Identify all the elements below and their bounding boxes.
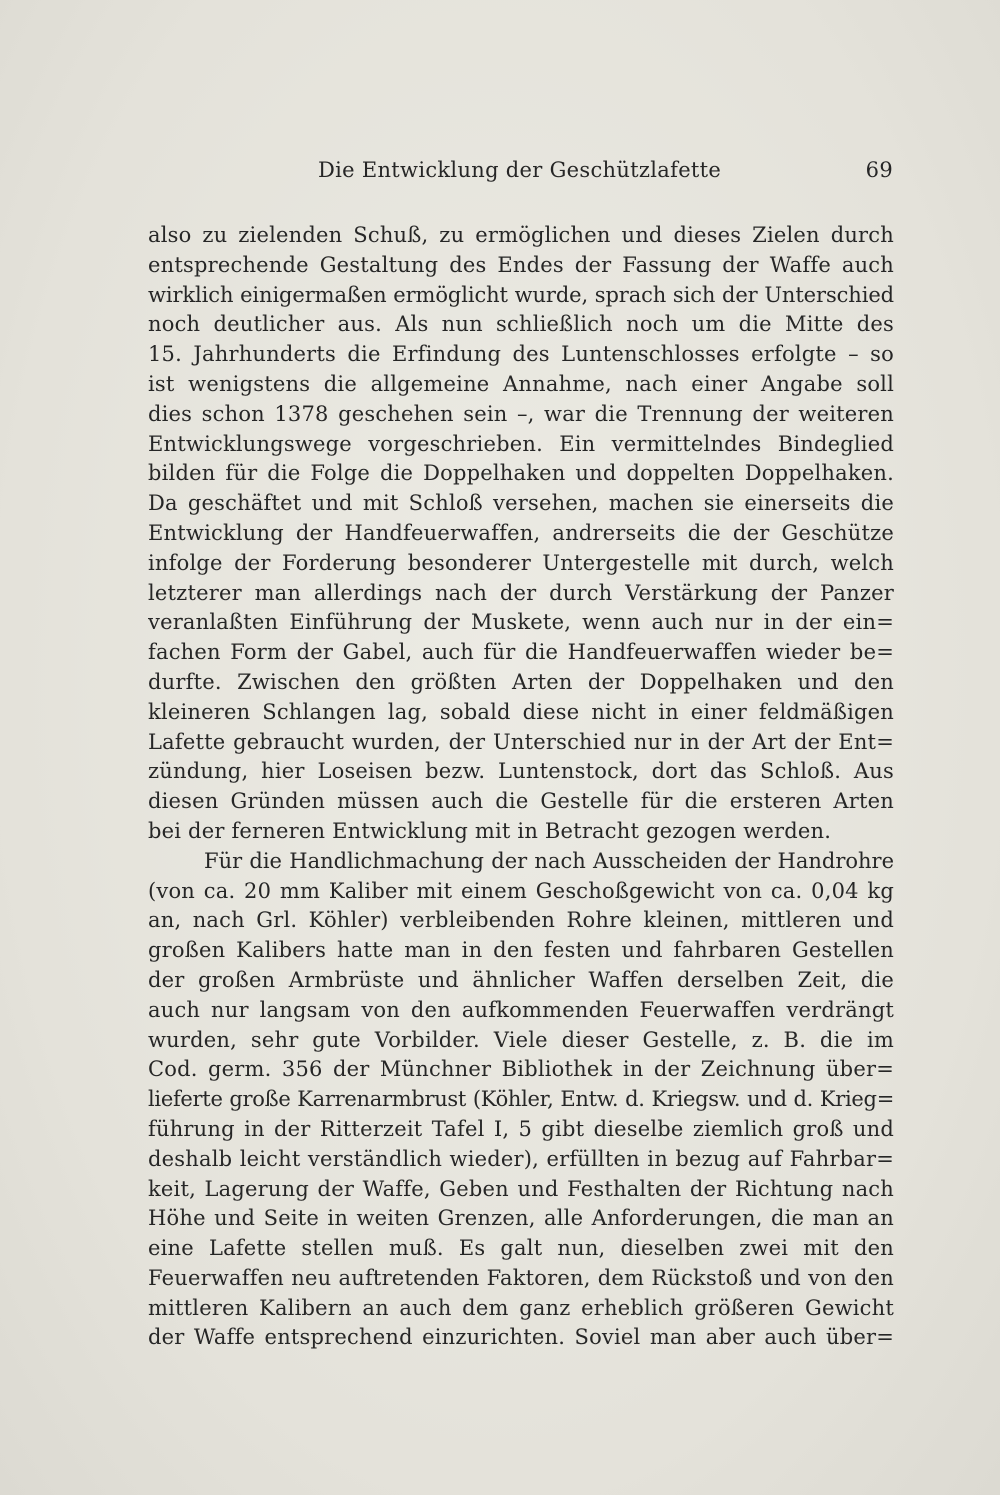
text-line: mittleren Kalibern an auch dem ganz erheblich größeren Gewicht [148, 1295, 894, 1320]
text-line: durfte. Zwischen den größten Arten der Doppelhaken und den [148, 669, 894, 694]
text-line: Feuerwaffen neu auftretenden Faktoren, dem Rückstoß und von den [148, 1265, 894, 1290]
paragraph-2 [148, 847, 894, 1354]
text-line: infolge der Forderung besonderer Untergestelle mit durch, welch [148, 550, 894, 575]
text-line: Entwicklung der Handfeuerwaffen, andrerseits die der Geschütze [148, 520, 894, 545]
text-line: führung in der Ritterzeit Tafel I, 5 gibt dieselbe ziemlich groß und [148, 1116, 894, 1141]
text-line: der Waffe entsprechend einzurichten. Soviel man aber auch über= [148, 1325, 894, 1350]
text-line: letzterer man allerdings nach der durch Verstärkung der Panzer [148, 580, 894, 605]
text-line: eine Lafette stellen muß. Es galt nun, dieselben zwei mit den [148, 1236, 894, 1261]
text-line: kleineren Schlangen lag, sobald diese nicht in einer feldmäßigen [148, 699, 894, 724]
text-line: auch nur langsam von den aufkommenden Feuerwaffen verdrängt [148, 997, 894, 1022]
text-line: veranlaßten Einführung der Muskete, wenn auch nur in der ein= [148, 610, 894, 635]
text-line: bei der ferneren Entwicklung mit in Betracht gezogen werden. [148, 818, 832, 843]
text-line: deshalb leicht verständlich wieder), erfüllten in bezug auf Fahrbar= [148, 1146, 894, 1171]
body-text [148, 221, 894, 1353]
text-line: der großen Armbrüste und ähnlicher Waffen derselben Zeit, die [148, 967, 894, 992]
running-title: Die Entwicklung der Geschützlafette [318, 158, 722, 182]
text-line: keit, Lagerung der Waffe, Geben und Festhalten der Richtung nach [148, 1176, 894, 1201]
text-line: wirklich einigermaßen ermöglicht wurde, sprach sich der Unterschied [148, 282, 894, 307]
text-line: entsprechende Gestaltung des Endes der Fassung der Waffe auch [148, 252, 894, 277]
text-line: fachen Form der Gabel, auch für die Handfeuerwaffen wieder be= [148, 640, 894, 665]
text-line: (von ca. 20 mm Kaliber mit einem Geschoßgewicht von ca. 0,04 kg [148, 878, 894, 903]
text-line: Entwicklungswege vorgeschrieben. Ein vermittelndes Bindeglied [148, 431, 894, 456]
text-line: bilden für die Folge die Doppelhaken und doppelten Doppelhaken. [148, 461, 894, 486]
text-line: Cod. germ. 356 der Münchner Bibliothek in der Zeichnung über= [148, 1057, 894, 1082]
text-line: also zu zielenden Schuß, zu ermöglichen und dieses Zielen durch [148, 223, 894, 247]
text-line: Für die Handlichmachung der nach Ausscheiden der Handrohre [204, 848, 894, 873]
text-line: großen Kalibers hatte man in den festen und fahrbaren Gestellen [148, 938, 894, 963]
text-line: an, nach Grl. Köhler) verbleibenden Rohre kleinen, mittleren und [148, 908, 894, 933]
text-line: zündung, hier Loseisen bezw. Luntenstock, dort das Schloß. Aus [148, 759, 894, 784]
text-line: wurden, sehr gute Vorbilder. Viele dieser Gestelle, z. B. die im [148, 1027, 894, 1052]
text-line: Höhe und Seite in weiten Grenzen, alle Anforderungen, die man an [148, 1206, 894, 1231]
text-line: 15. Jahrhunderts die Erfindung des Luntenschlosses erfolgte – so [148, 342, 894, 367]
paragraph-1 [148, 221, 894, 847]
text-line: Da geschäftet und mit Schloß versehen, machen sie einerseits die [148, 491, 894, 516]
text-line: Lafette gebraucht wurden, der Unterschied nur in der Art der Ent= [148, 729, 894, 754]
text-line: lieferte große Karrenarmbrust (Köhler, Entw. d. Kriegsw. und d. Krieg= [148, 1087, 894, 1112]
text-line: noch deutlicher aus. Als nun schließlich noch um die Mitte des [148, 312, 894, 337]
text-line: ist wenigstens die allgemeine Annahme, nach einer Angabe soll [148, 371, 894, 396]
page-number: 69 [865, 158, 893, 182]
running-header [148, 158, 893, 192]
text-line: diesen Gründen müssen auch die Gestelle für die ersteren Arten [148, 789, 894, 814]
text-line: dies schon 1378 geschehen sein –, war die Trennung der weiteren [148, 401, 894, 426]
